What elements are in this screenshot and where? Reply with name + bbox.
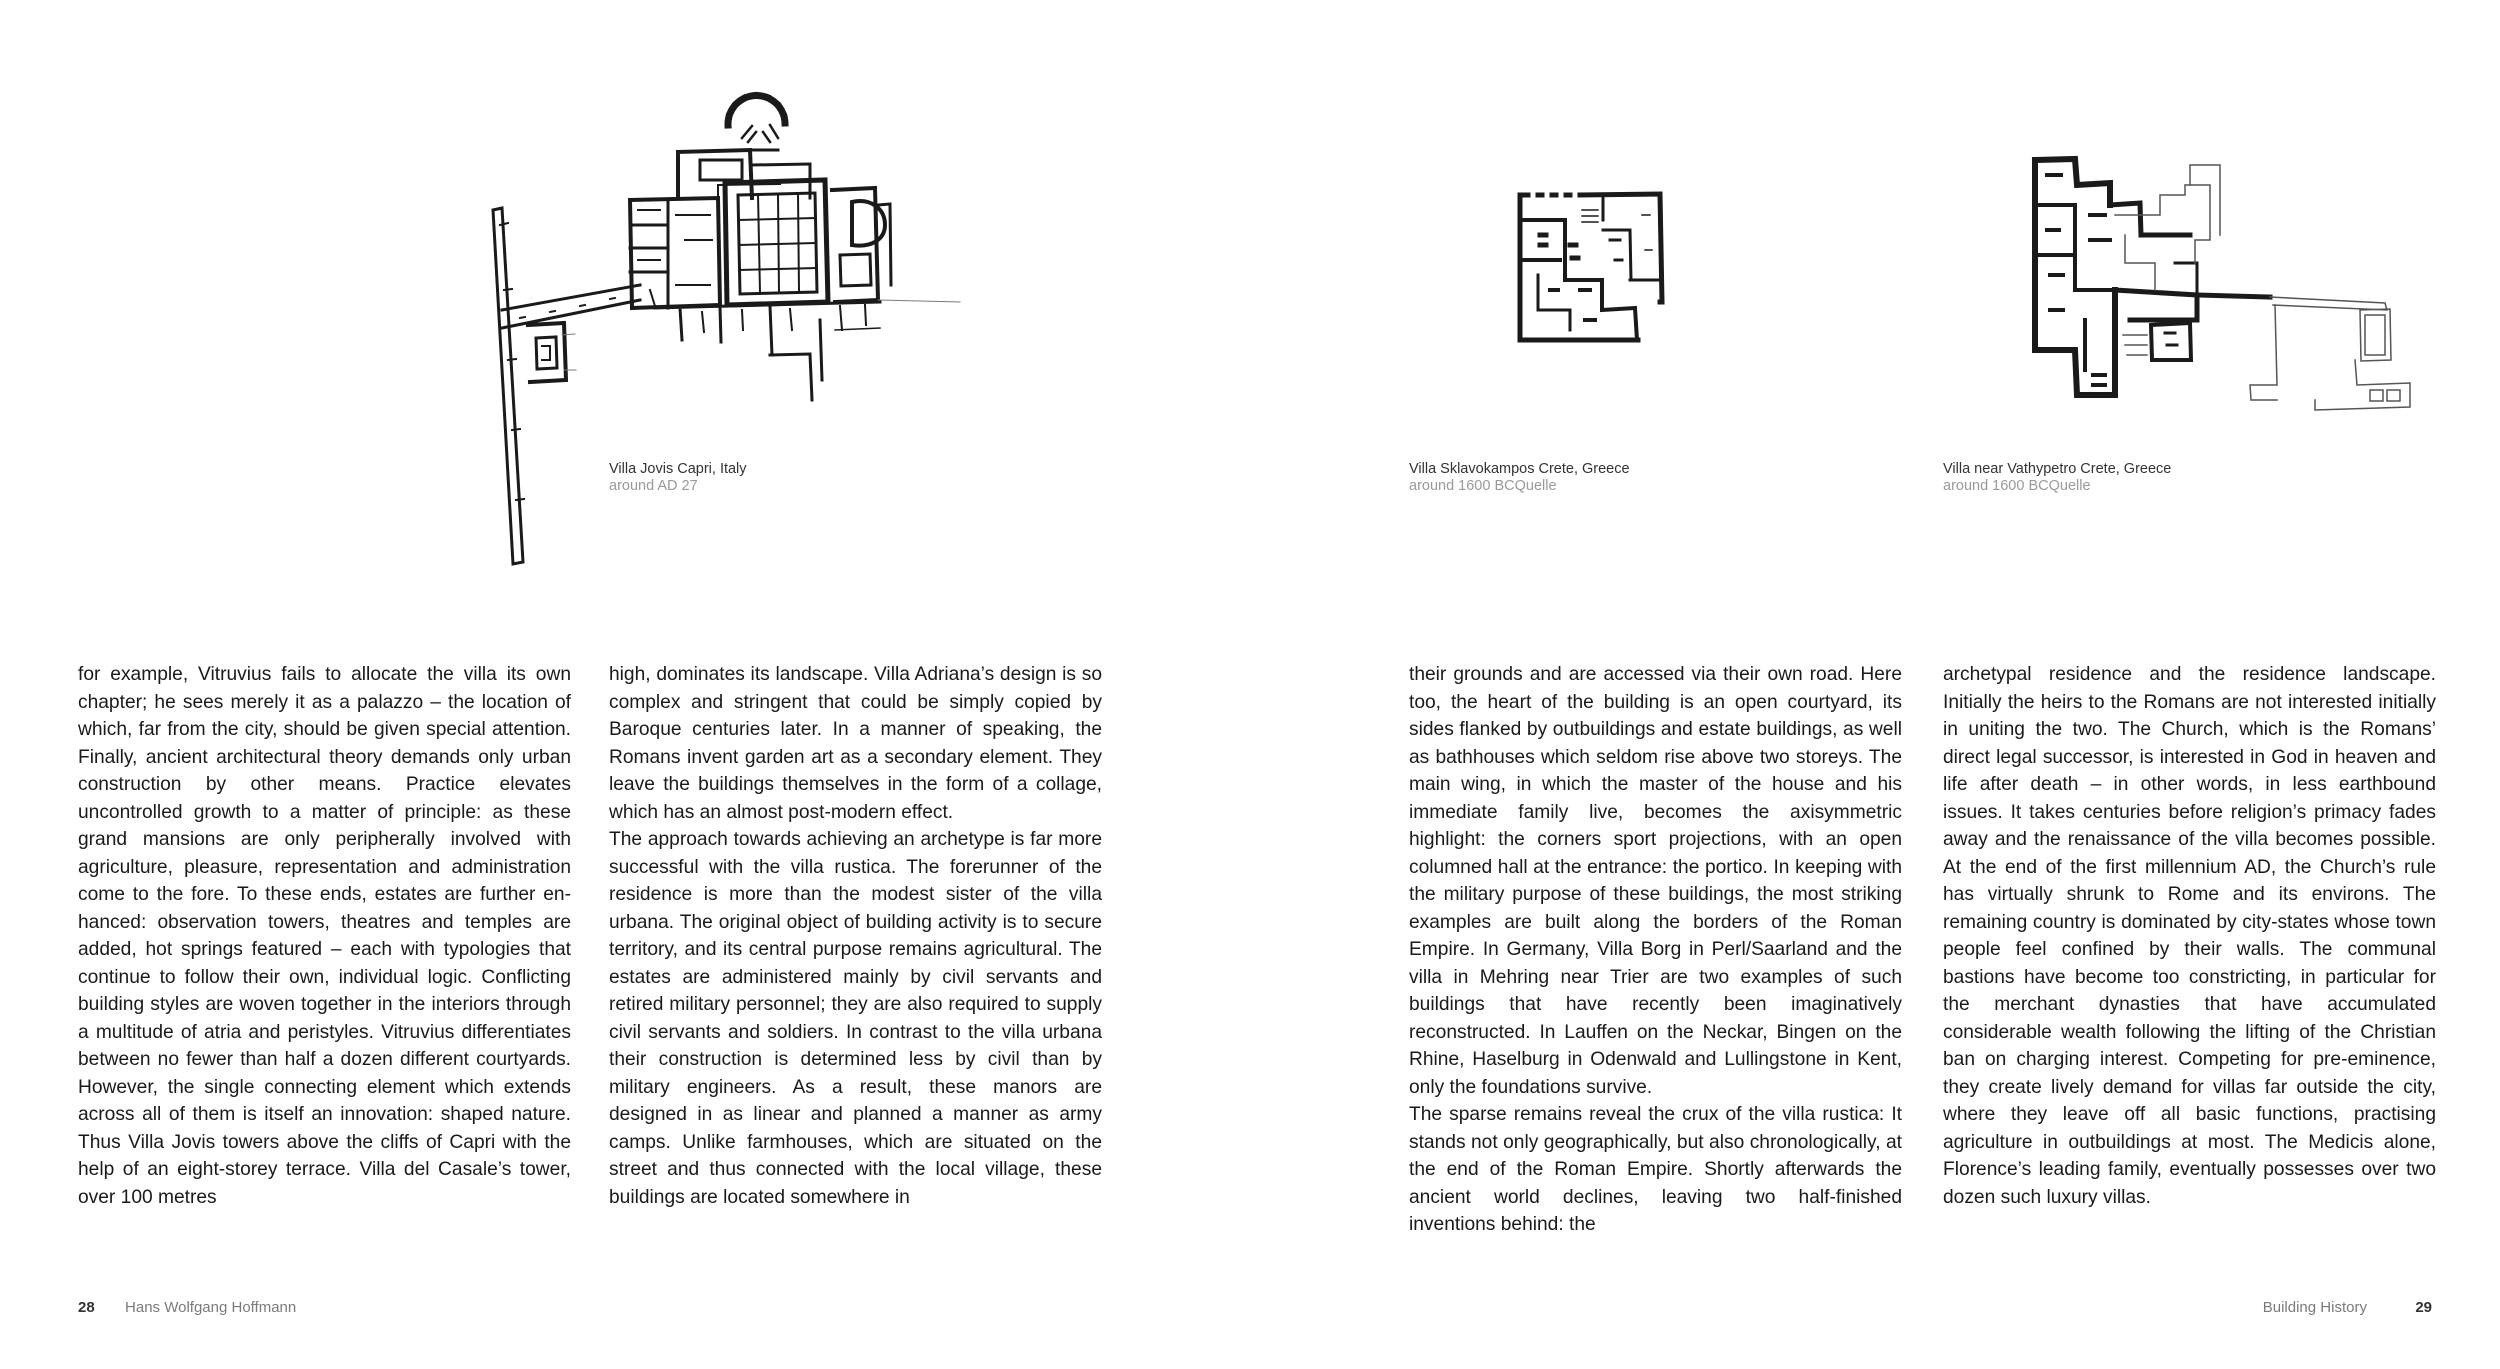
figure-caption-villa-jovis (609, 461, 747, 495)
body-text-column-2 (609, 661, 1102, 1211)
author-name: Hans Wolfgang Hoffmann (125, 1299, 297, 1316)
body-text-column-3 (1409, 661, 1902, 1239)
paragraph: their grounds and are accessed via their own road. Here too, the heart of the building is an open courtyard, its sides flanked by outbuildings and estate buildings, as well as bathhouses which seldom rise above two storeys. The main wing, in which the master of the house and his immediate family live, becomes the axisymmetric highlight: the corners sport projections, with an open columned hall at the entrance: the portico. In keeping with the military purpose of these buildings, the most striking examples are built along the borders of the Roman Empire. In Germany, Villa Borg in Perl/Saarland and the villa in Mehring near Trier are two examples of such buildings that have recently been imaginatively reconstructed. In Lauffen on the Neckar, Bingen on the Rhine, Haselburg in Odenwald and Lullingstone in Kent, only the foundations survive. (1409, 664, 1902, 1098)
villa-sklavokampos-floor-plan (1510, 180, 1740, 350)
page-number-left: 28 (78, 1299, 95, 1316)
figure-caption-villa-sklavokampos (1409, 461, 1630, 495)
body-text-column-4 (1943, 661, 2436, 1211)
footer-left (78, 1299, 296, 1316)
figure-date: around 1600 BCQuelle (1943, 478, 2091, 494)
figure-title: Villa near Vathypetro Crete, Greece (1943, 461, 2172, 477)
page-number-right: 29 (2415, 1299, 2432, 1316)
figure-date: around 1600 BCQuelle (1409, 478, 1557, 494)
figure-date: around AD 27 (609, 478, 698, 494)
paragraph: archetypal residence and the residence landscape. Initially the heirs to the Romans are not interested initially in uniting the two. The Church, which is the Romans’ direct legal successor, is interested in God in heaven and life after death – in other words, in less earthbound issues. It takes centuries before religion’s primacy fades away and the renaissance of the villa becomes possible. At the end of the first millennium AD, the Church’s rule has virtually shrunk to Rome and its environs. The remaining country is dominated by city-states whose town people feel confined by their walls. The communal bastions have become too constricting, in particular for the merchant dynasties that have accumulated considerable wealth following the lifting of the Christian ban on charging interest. Competing for pre-eminence, they create lively demand for villas far outside the city, where they leave off all basic functions, practising agriculture in outbuildings at most. The Medicis alone, Florence’s leading family, eventually possesses over two dozen such luxury villas. (1943, 664, 2436, 1208)
paragraph: high, dominates its landscape. Villa Adriana’s design is so complex and stringent that could be simply copied by Baroque centuries later. In a manner of speaking, the Romans invent garden art as a secondary element. They leave the buildings themselves in the form of a collage, which has an almost post-modern effect. (609, 664, 1102, 823)
figure-title: Villa Sklavokampos Crete, Greece (1409, 461, 1630, 477)
paragraph: The sparse remains reveal the crux of the villa rustica: It stands not only geographically, but also chronologically, at the end of the Roman Empire. Shortly afterwards the ancient world declines, leaving two half-finished inventions behind: the (1409, 1104, 1902, 1235)
villa-jovis-floor-plan (480, 80, 1000, 575)
villa-vathypetro-floor-plan (2015, 145, 2415, 440)
paragraph: for example, Vitruvius fails to allocate the villa its own chapter; he sees merely it as a palazzo – the location of which, far from the city, should be given special attention. Finally, ancient architectural theory demands only urban construction by other means. Practice elevates uncontrolled growth to a matter of principle: as these grand mansions are only peripherally involved with agriculture, pleasure, representation and administration come to the fore. To these ends, estates are further enhanced: observation towers, theatres and temples are added, hot springs featured – each with typologies that continue to follow their own, individual logic. Conflicting building styles are woven together in the interiors through a multitude of atria and peristyles. Vitruvius differentiates between no fewer than half a dozen different courtyards. However, the single connecting element which extends across all of them is itself an innovation: shaped nature. Thus Villa Jovis towers above the cliffs of Capri with the help of an eight-storey terrace. Villa del Casale’s tower, over 100 metres (78, 664, 571, 1208)
section-title: Building History (2262, 1299, 2367, 1316)
body-text-column-1 (78, 661, 571, 1211)
footer-right (2263, 1299, 2432, 1316)
figure-caption-villa-vathypetro (1943, 461, 2171, 495)
paragraph: The approach towards achieving an archetype is far more successful with the villa rustica. The forerunner of the residence is more than the modest sister of the villa urbana. The original object of building activity is to secure territory, and its central purpose remains agricultural. The estates are administered mainly by civil servants and retired military personnel; they are also required to supply civil servants and soldiers. In contrast to the villa urbana their construction is determined less by civil than by military engineers. As a result, these manors are designed in as linear and planned a manner as army camps. Unlike farmhouses, which are situated on the street and thus connected with the local village, these buildings are located somewhere in (609, 829, 1102, 1208)
figure-title: Villa Jovis Capri, Italy (609, 461, 747, 477)
